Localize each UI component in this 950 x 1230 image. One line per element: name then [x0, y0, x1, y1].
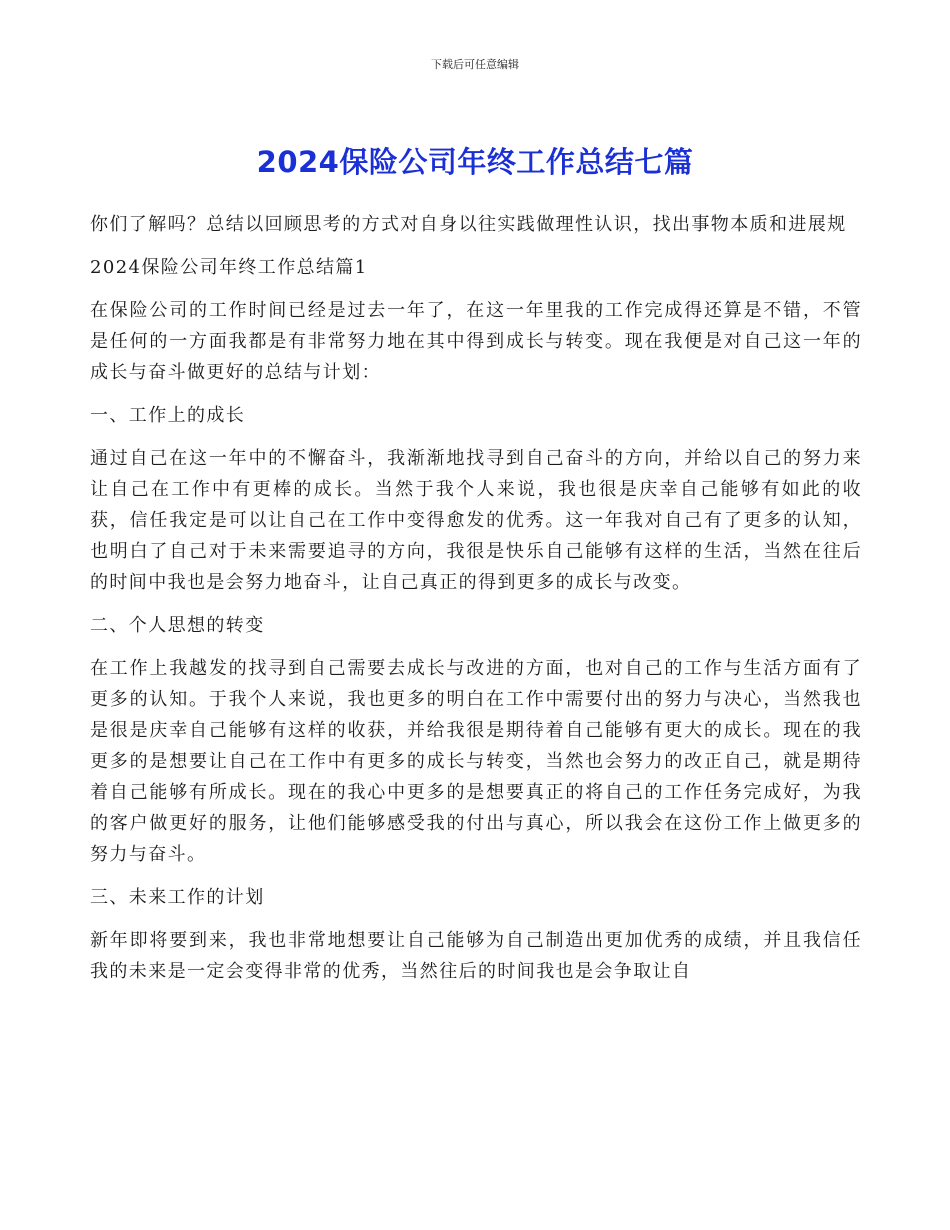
section-heading-1: 一、工作上的成长	[90, 405, 246, 426]
header-note: 下载后可任意编辑	[431, 58, 519, 71]
intro-paragraph: 你们了解吗？总结以回顾思考的方式对自身以往实践做理性认识，找出事物本质和进展规	[90, 214, 847, 235]
article-title: 2024保险公司年终工作总结篇1	[90, 257, 368, 278]
section-body-2: 在工作上我越发的找寻到自己需要去成长与改进的方面，也对自己的工作与生活方面有了更多的认知。于我个人来说，我也更多的明白在工作中需要付出的努力与决心，当然我也是很是庆幸自己能够有这样的收获，并给我很是期待着自己能够有更大的成长。现在的我更多的是想要让自己在工作中有更多的成长与转变，当然也会努力的改正自己，就是期待着自己能够有所成长。现在的我心中更多的是想要真正的将自己的工作任务完成好，为我的客户做更好的服务，让他们能够感受我的付出与真心，所以我会在这份工作上做更多的努力与奋斗。	[90, 658, 862, 865]
section-heading-2: 二、个人思想的转变	[90, 615, 265, 636]
section-body-3: 新年即将要到来，我也非常地想要让自己能够为自己制造出更加优秀的成绩，并且我信任我的未来是一定会变得非常的优秀，当然往后的时间我也是会争取让自	[90, 930, 862, 982]
document-body	[90, 209, 862, 999]
document-title: 2024保险公司年终工作总结七篇	[256, 145, 694, 179]
opening-paragraph: 在保险公司的工作时间已经是过去一年了，在这一年里我的工作完成得还算是不错，不管是任何的一方面我都是有非常努力地在其中得到成长与转变。现在我便是对自己这一年的成长与奋斗做更好的总结与计划：	[90, 300, 862, 383]
section-body-1: 通过自己在这一年中的不懈奋斗，我渐渐地找寻到自己奋斗的方向，并给以自己的努力来让自己在工作中有更棒的成长。当然于我个人来说，我也很是庆幸自己能够有如此的收获，信任我定是可以让自己在工作中变得愈发的优秀。这一年我对自己有了更多的认知，也明白了自己对于未来需要追寻的方向，我很是快乐自己能够有这样的生活，当然在往后的时间中我也是会努力地奋斗，让自己真正的得到更多的成长与改变。	[90, 448, 862, 593]
section-heading-3: 三、未来工作的计划	[90, 887, 265, 908]
